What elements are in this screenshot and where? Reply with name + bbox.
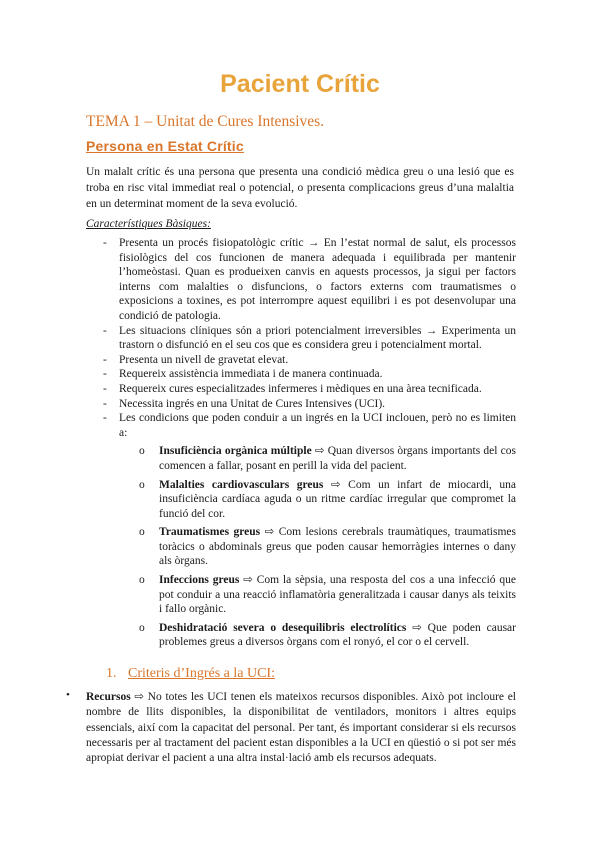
section-heading: Persona en Estat Crític bbox=[86, 138, 244, 154]
bullet: • bbox=[66, 689, 70, 701]
condition-item bbox=[119, 444, 516, 473]
list-item: - Necessita ingrés en una Unitat de Cures Intensives (UCI). bbox=[86, 397, 516, 412]
circle-bullet: o bbox=[139, 621, 145, 634]
condition-desc: ⇨ Quan diversos òrgans importants del cos comencen a fallar, posant en perill la vida del pacient. bbox=[159, 445, 516, 472]
circle-bullet: o bbox=[139, 445, 145, 458]
condition-term: Traumatismes greus bbox=[159, 526, 261, 539]
condition-desc: ⇨ Com lesions cerebrals traumàtiques, traumatismes toràcics o abdominals greus que poden causar hemorràgies internes o dany als òrgans. bbox=[159, 526, 516, 568]
circle-bullet: o bbox=[139, 526, 145, 539]
condition-term: Insuficiència orgànica múltiple bbox=[159, 445, 312, 458]
resources-desc: ⇨ No totes les UCI tenen els mateixos recursos disponibles. Això pot incloure el nombre de llits disponibles, la disponibilitat de ventiladors, monitors i altres equips essencials, així com la capacitat del personal. Per tant, és important considerar si els recursos necessaris per al tractament del pacient estan disponibles a la UCI en qüestió o si pot ser més apropiat derivar el pacient a una altra instal·lació amb els recursos adequats. bbox=[86, 691, 516, 765]
circle-bullet: o bbox=[139, 478, 145, 491]
condition-item bbox=[119, 525, 516, 569]
condition-desc: ⇨ Que poden causar problemes greus a diversos òrgans com el ronyó, el cor o el cervell. bbox=[159, 621, 516, 649]
condition-item bbox=[119, 573, 516, 617]
section2-number: 1. bbox=[106, 666, 117, 681]
conditions-list bbox=[119, 444, 516, 650]
circle-bullet: o bbox=[139, 574, 145, 587]
tema-heading: TEMA 1 – Unitat de Cures Intensives. bbox=[86, 113, 325, 130]
condition-term: Infeccions greus bbox=[159, 574, 240, 587]
document-title: Pacient Crític bbox=[220, 70, 380, 98]
condition-term: Malalties cardiovasculars greus bbox=[159, 478, 324, 491]
condition-desc: ⇨ Com un infart de miocardi, una insuficiència cardíaca aguda o un ritme cardíac irregular que compromet la funció del cor. bbox=[159, 478, 516, 520]
resources-paragraph bbox=[86, 690, 516, 766]
list-item: - Presenta un nivell de gravetat elevat. bbox=[86, 353, 516, 368]
list-item: - Requereix cures especialitzades infermeres i mèdiques en una àrea tecnificada. bbox=[86, 382, 516, 397]
section2-title: Criteris d’Ingrés a la UCI: bbox=[128, 666, 275, 681]
condition-desc: ⇨ Com la sèpsia, una resposta del cos a una infecció que pot conduir a una reacció inflamatòria generalitzada i causar danys als teixits i fallo orgànic. bbox=[159, 574, 517, 616]
condition-item bbox=[119, 478, 516, 522]
condition-term: Deshidratació severa o desequilibris electrolítics bbox=[159, 621, 407, 634]
list-item: - Les situacions clíniques són a priori potencialment irreversibles → Experimenta un trastorn o disfunció en el seu cos que es considera greu i potencialment mortal. bbox=[86, 324, 516, 353]
list-item: - Presenta un procés fisiopatològic crític → En l’estat normal de salut, els processos fisiològics del cos funcionen de manera adequada i equilibrada per mantenir l’homeòstasi. Quan es produeixen canvis en aquests processos, ja sigui per factors interns com malalties o disfuncions, o factors externs com traumatismes o exposicions a toxines, es pot interrompre aquest equilibri i es pot desenvolupar una condició de patologia. bbox=[86, 236, 516, 324]
section2-heading bbox=[106, 666, 275, 682]
list-item: - Les condicions que poden conduir a un ingrés en la UCI inclouen, però no es limiten a: o Insuficiència orgànica múltiple ⇨ Quan diversos òrgans importants del cos comencen a fallar, posant en perill la vida del pacient. o Malalties cardiovasculars greus ⇨ Com un infart de miocardi, una insuficiència cardíaca aguda o un ritme cardíac irregular que compromet la funció del cor. o Traumatismes greus ⇨ Com lesions cerebrals traumàtiques, traumatismes toràcics o abdominals greus que poden causar hemorràgies internes o dany als òrgans. o Infeccions greus ⇨ Com la sèpsia, una resposta del cos a una infecció que pot conduir a una reacció inflamatòria generalitzada i causar danys als teixits i fallo orgànic. o Deshidratació severa o desequilibris electrolítics ⇨ Que poden causar problemes greus a diversos òrgans com el ronyó, el cor o el cervell. bbox=[86, 411, 516, 650]
characteristics-heading: Característiques Bàsiques: bbox=[86, 218, 211, 230]
intro-paragraph: Un malalt crític és una persona que presenta una condició mèdica greu o una lesió que es troba en risc vital immediat real o potencial, o presenta complicacions greus d’una malaltia en un determinat moment de la seva evolució. bbox=[86, 166, 514, 210]
resources-term: Recursos bbox=[86, 691, 131, 703]
list-item: - Requereix assistència immediata i de manera continuada. bbox=[86, 367, 516, 382]
characteristics-list bbox=[86, 236, 516, 650]
condition-item bbox=[119, 621, 516, 650]
